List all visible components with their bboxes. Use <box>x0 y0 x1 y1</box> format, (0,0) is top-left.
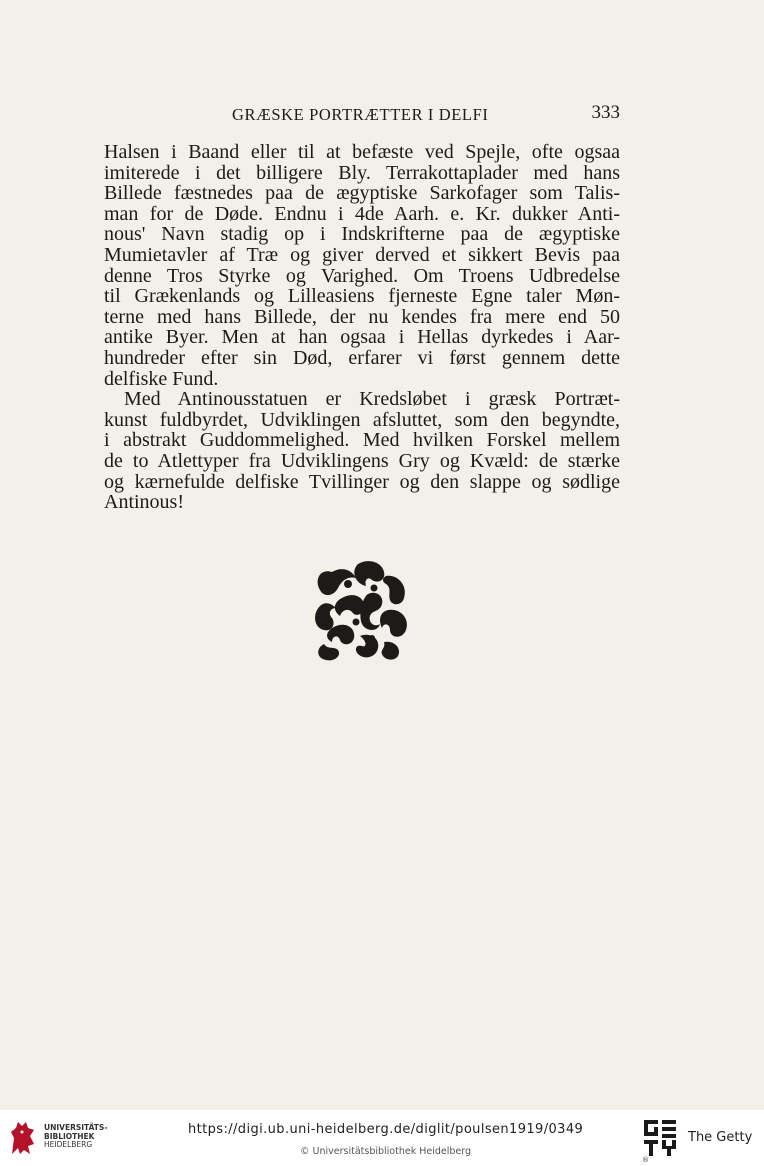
registered-mark: ® <box>642 1156 649 1164</box>
heidelberg-lion-icon <box>8 1118 38 1158</box>
permalink-url[interactable]: https://digi.ub.uni-heidelberg.de/diglit/poulsen1919/0349 <box>188 1122 584 1137</box>
text-line: nous' Navn stadig op i Indskrifterne paa de ægyptiske <box>104 223 620 246</box>
text-line: Halsen i Baand eller til at befæste ved Spejle, ofte ogsaa <box>104 141 620 163</box>
text-line: til Grækenlands og Lilleasiens fjerneste Egne taler Møn- <box>104 285 620 308</box>
getty-label: The Getty <box>688 1130 753 1145</box>
getty-logo-icon <box>642 1118 678 1158</box>
body-text <box>104 142 620 513</box>
text-line: denne Tros Styrke og Varighed. Om Troens Udbredelse <box>104 264 620 287</box>
text-line: delfiske Fund. <box>104 367 219 390</box>
text-line: og kærnefulde delfiske Tvillinger og den slappe og sødlige <box>104 470 620 493</box>
text-line: antike Byer. Men at han ogsaa i Hellas dyrkedes i Aar- <box>104 326 620 349</box>
page-number: 333 <box>591 102 620 123</box>
printers-ornament-icon <box>312 558 412 662</box>
text-line: man for de Døde. Endnu i 4de Aarh. e. Kr. dukker Anti- <box>104 202 620 225</box>
text-line: kunst fuldbyrdet, Udviklingen afsluttet, som den begyndte, <box>104 408 620 431</box>
viewer-footer <box>0 1110 764 1166</box>
library-name <box>44 1124 107 1150</box>
copyright-notice: © Universitätsbibliothek Heidelberg <box>300 1146 472 1157</box>
text-line: Mumietavler af Træ og giver derved et sikkert Bevis paa <box>104 243 620 266</box>
text-line: Billede fæstnedes paa de ægyptiske Sarkofager som Talis- <box>104 182 620 205</box>
text-line: i abstrakt Guddommelighed. Med hvilken Forskel mellem <box>104 429 620 452</box>
text-line: Med Antinousstatuen er Kredsløbet i græsk Portræt- <box>124 388 620 411</box>
running-title: GRÆSKE PORTRÆTTER I DELFI <box>232 105 489 124</box>
library-name-line-2: BIBLIOTHEK <box>44 1131 95 1141</box>
text-line: de to Atlettyper fra Udviklingens Gry og Kvæld: de stærke <box>104 449 620 472</box>
text-line: terne med hans Billede, der nu kendes fra mere end 50 <box>104 305 620 328</box>
text-line: hundreder efter sin Død, erfarer vi først gennem dette <box>104 346 620 369</box>
library-name-line-1: UNIVERSITÄTS- <box>44 1123 108 1132</box>
text-line: imiterede i det billigere Bly. Terrakottaplader med hans <box>104 161 620 184</box>
library-name-line-3: HEIDELBERG <box>44 1140 93 1149</box>
running-head <box>104 102 620 131</box>
text-line: Antinous! <box>104 491 184 514</box>
